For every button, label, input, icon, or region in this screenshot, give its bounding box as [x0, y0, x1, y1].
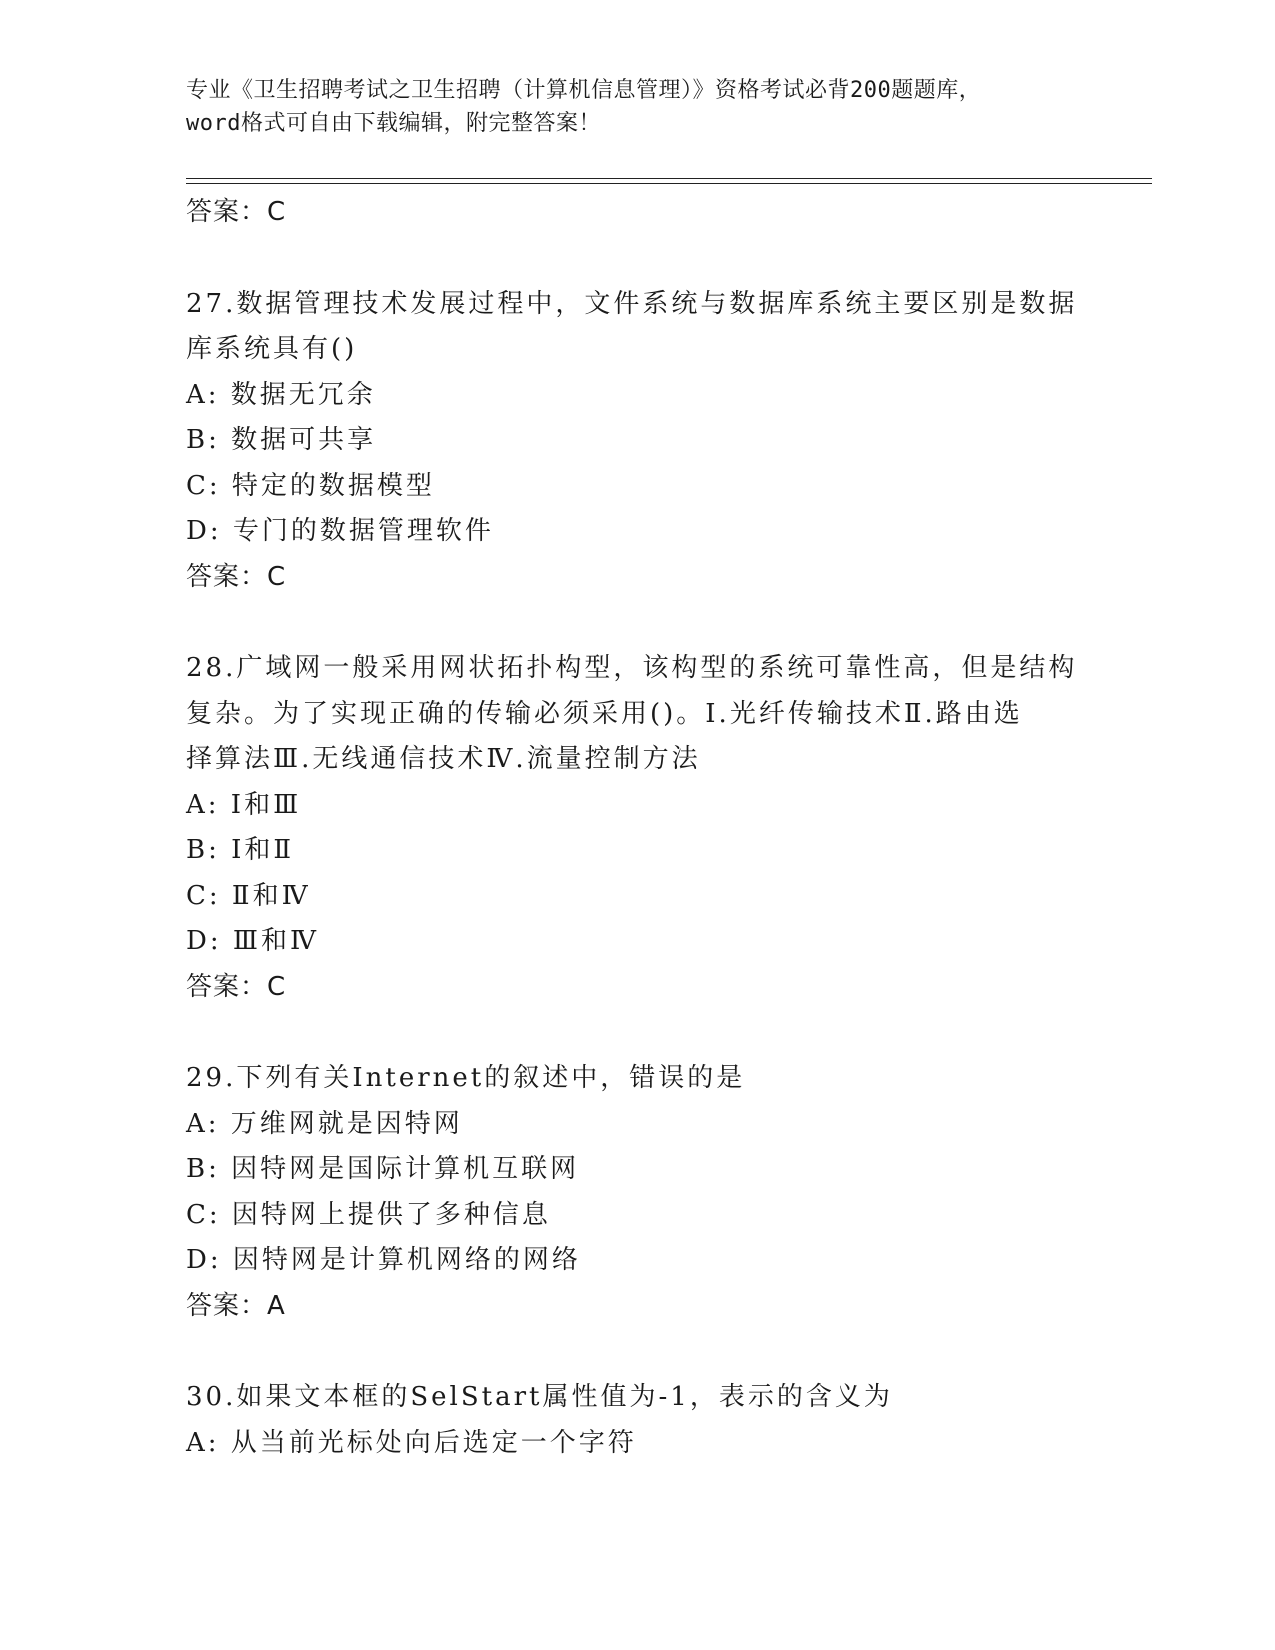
option-c: C: 因特网上提供了多种信息 — [186, 1199, 551, 1230]
option-a: A: Ⅰ和Ⅲ — [186, 789, 302, 820]
answer-label: 答案：C — [186, 561, 287, 592]
question-28 — [186, 646, 1086, 1010]
spacer — [186, 1329, 1086, 1375]
question-27 — [186, 282, 1086, 601]
previous-answer: 答案：C — [186, 197, 287, 227]
option-c: C: Ⅱ和Ⅳ — [186, 880, 311, 911]
option-d: D: 专门的数据管理软件 — [186, 516, 494, 546]
option-a: A: 万维网就是因特网 — [186, 1108, 463, 1139]
spacer — [186, 600, 1086, 646]
question-list — [186, 190, 1086, 1466]
header-line-2: word格式可自由下载编辑，附完整答案！ — [186, 111, 601, 136]
header-divider-bottom — [186, 183, 1152, 184]
document-header — [186, 74, 1086, 140]
option-a: A: 数据无冗余 — [186, 379, 376, 410]
question-stem-line: 28.广域网一般采用网状拓扑构型，该构型的系统可靠性高，但是结构 — [186, 653, 1078, 683]
option-b: B: Ⅰ和Ⅱ — [186, 835, 295, 865]
question-stem-line: 27.数据管理技术发展过程中，文件系统与数据库系统主要区别是数据 — [186, 288, 1078, 319]
option-d: D: 因特网是计算机网络的网络 — [186, 1245, 581, 1275]
answer-label: 答案：A — [186, 1290, 286, 1321]
option-a: A: 从当前光标处向后选定一个字符 — [186, 1427, 637, 1458]
question-stem-line: 择算法Ⅲ.无线通信技术Ⅳ.流量控制方法 — [186, 744, 701, 774]
option-b: B: 因特网是国际计算机互联网 — [186, 1154, 580, 1184]
question-29 — [186, 1056, 1086, 1329]
option-b: B: 数据可共享 — [186, 425, 377, 455]
spacer — [186, 236, 1086, 282]
question-stem-line: 29.下列有关Internet的叙述中，错误的是 — [186, 1063, 746, 1093]
question-30 — [186, 1375, 1086, 1466]
option-c: C: 特定的数据模型 — [186, 470, 435, 501]
spacer — [186, 1010, 1086, 1056]
question-stem-line: 库系统具有() — [186, 334, 358, 364]
question-stem-line: 复杂。为了实现正确的传输必须采用()。Ⅰ.光纤传输技术Ⅱ.路由选 — [186, 698, 1023, 729]
header-line-1: 专业《卫生招聘考试之卫生招聘（计算机信息管理）》资格考试必背200题题库， — [186, 78, 982, 103]
option-d: D: Ⅲ和Ⅳ — [186, 926, 319, 956]
header-divider-top — [186, 178, 1152, 179]
question-stem-line: 30.如果文本框的SelStart属性值为-1，表示的含义为 — [186, 1382, 893, 1412]
answer-label: 答案：C — [186, 971, 287, 1002]
